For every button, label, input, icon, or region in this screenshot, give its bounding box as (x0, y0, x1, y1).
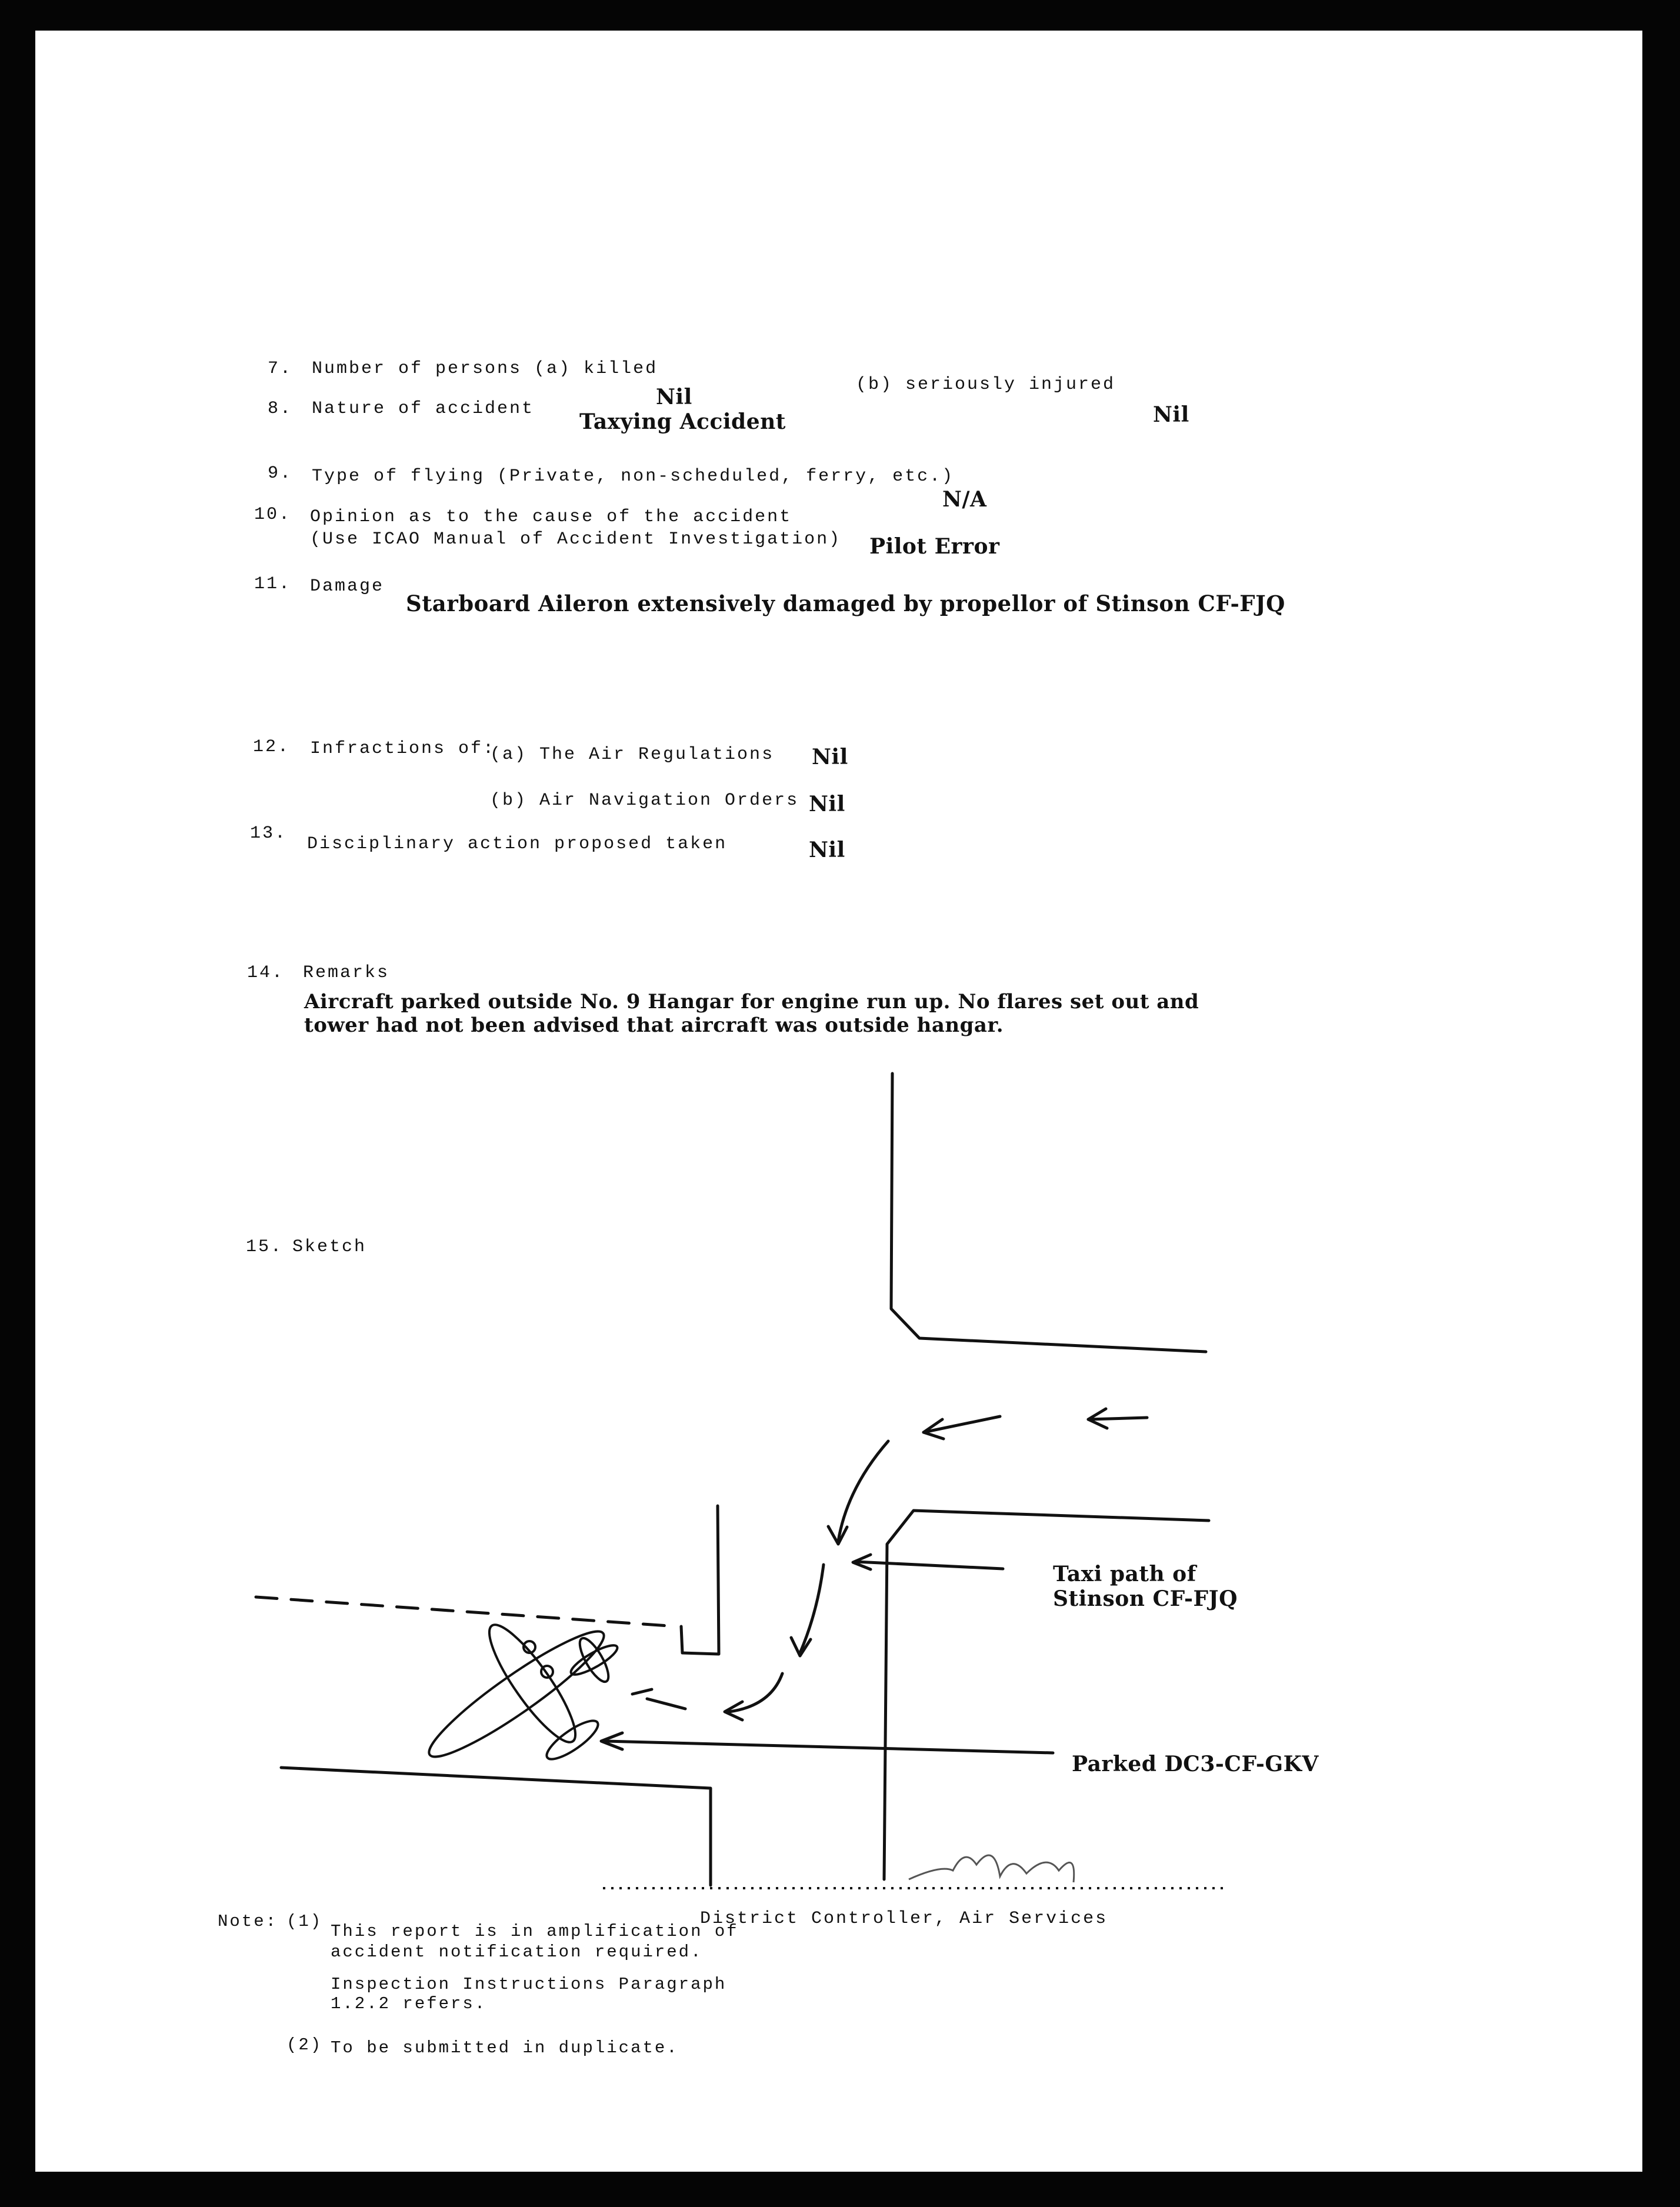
item12-label: Infractions of: (310, 739, 496, 759)
sketch-pointer-parked-line (606, 1741, 1053, 1753)
sketch-taxi-curve-1 (838, 1441, 888, 1541)
item15-label: Sketch (292, 1237, 367, 1257)
item9-number: 9. (268, 464, 293, 484)
sketch-hangar-upper-outline (891, 1074, 1206, 1352)
sketch-lower-boundary (281, 1768, 711, 1885)
item13-value: Nil (809, 838, 845, 862)
item8-label: Nature of accident (312, 399, 535, 419)
item14-remarks-line1: Aircraft parked outside No. 9 Hangar for engine run up. No flares set out and (304, 990, 1199, 1014)
item9-label: Type of flying (Private, non-scheduled, ferry, etc.) (312, 466, 955, 486)
note1-line1: This report is in amplification of (331, 1922, 739, 1941)
item10-number: 10. (254, 505, 292, 525)
item7-value-killed: Nil (656, 385, 692, 409)
sketch-arrow-entry-line (1088, 1418, 1147, 1419)
signature-scribble (909, 1855, 1074, 1882)
sketch-taxi-curve-5 (632, 1689, 652, 1694)
note-heading: Note: (218, 1912, 278, 1931)
item11-number: 11. (254, 574, 292, 594)
sketch-aircraft-stinson (568, 1635, 621, 1686)
sketch-dashed-line (256, 1597, 676, 1626)
note1-number: (1) (286, 1912, 323, 1931)
note2-text: To be submitted in duplicate. (331, 2038, 679, 2058)
sketch-taxi-curve-4 (647, 1699, 685, 1709)
item15-number: 15. (246, 1237, 284, 1257)
sketch-taxi-curve-1-head (828, 1526, 847, 1544)
aircraft-wing (419, 1618, 614, 1771)
sketch-hangar-left-wall (681, 1506, 719, 1654)
item12-sub-a-label: (a) The Air Regulations (490, 745, 775, 765)
note1-line4: 1.2.2 refers. (331, 1994, 487, 2013)
item10-label-line2: (Use ICAO Manual of Accident Investigation) (310, 529, 842, 549)
item7-value-injured: Nil (1153, 402, 1189, 427)
item9-value: N/A (942, 487, 987, 512)
item11-value: Starboard Aileron extensively damaged by propellor of Stinson CF-FJQ (406, 591, 1285, 616)
item11-label: Damage (310, 576, 385, 596)
note2-number: (2) (286, 2035, 323, 2055)
item13-label: Disciplinary action proposed taken (307, 834, 728, 854)
item7-number: 7. (268, 359, 293, 379)
sketch-label-taxi-line2: Stinson CF-FJQ (1053, 1586, 1238, 1611)
item10-label-line1: Opinion as to the cause of the accident (310, 507, 792, 527)
sketch-label-taxi-line1: Taxi path of (1053, 1562, 1196, 1586)
item7-label-b: (b) seriously injured (856, 375, 1116, 395)
item14-label: Remarks (303, 963, 390, 983)
sketch-pointer-taxi-line (856, 1562, 1003, 1569)
item14-number: 14. (247, 963, 285, 983)
sketch-label-parked: Parked DC3-CF-GKV (1072, 1752, 1319, 1776)
sketch-taxi-curve-2-head (791, 1638, 811, 1656)
note1-line3: Inspection Instructions Paragraph (331, 1975, 727, 1994)
note1-line2: accident notification required. (331, 1942, 703, 1962)
item10-value: Pilot Error (869, 534, 1000, 559)
item14-remarks-line2: tower had not been advised that aircraft was outside hangar. (304, 1014, 1004, 1037)
item12-sub-a-value: Nil (812, 745, 848, 769)
item12-sub-b-label: (b) Air Navigation Orders (490, 791, 799, 811)
item12-sub-b-value: Nil (809, 792, 845, 816)
item12-number: 12. (253, 737, 291, 757)
item13-number: 13. (250, 824, 288, 844)
item8-value: Taxying Accident (579, 409, 786, 434)
item8-number: 8. (268, 399, 293, 419)
signature-title: District Controller, Air Services (700, 1909, 1108, 1929)
item7-label-a: Number of persons (a) killed (312, 359, 658, 379)
